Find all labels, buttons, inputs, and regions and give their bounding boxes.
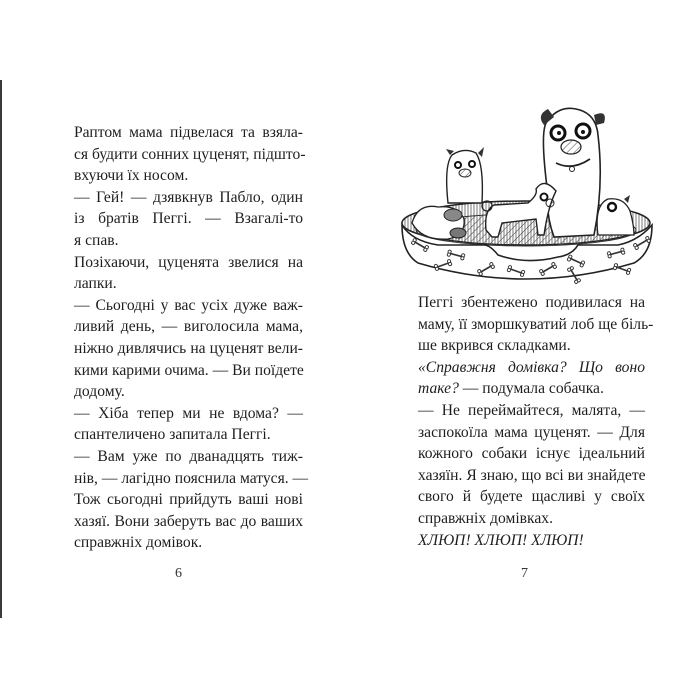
text-line: із братів Пеггі. — Взагалі-то [74, 210, 303, 228]
text-line: ніжно дивлячись на цуценят вели- [74, 339, 303, 357]
text-line: маму, її зморшкуватий лоб ще біль- [418, 315, 654, 333]
sound-effect-text: ХЛЮП! ХЛЮП! ХЛЮП! [418, 531, 584, 549]
paragraph [402, 292, 654, 357]
text-line: ше вкрився складками. [418, 337, 571, 355]
text-line: — Сьогодні у вас усіх дуже важ- [74, 296, 303, 314]
text-line: додому. [74, 383, 125, 401]
text-line: справжніх домівок. [74, 534, 203, 552]
text-line: хазяї. Вони заберуть вас до ваших [74, 512, 303, 530]
text-line: ся будити сонних цуценят, підшто- [74, 145, 306, 163]
text-line: справжніх домівках. [418, 509, 553, 527]
text-line: ливий день, — виголосила мама, [74, 318, 303, 336]
text-line: хазяїн. Я знаю, що всі ви знайдете [418, 466, 646, 484]
italic-thought: таке? [418, 380, 459, 398]
paragraph-thought [402, 357, 645, 400]
paragraph [58, 446, 309, 554]
page-number-right: 7 [521, 566, 528, 581]
text-line: — Гей! — дзявкнув Пабло, один [74, 188, 303, 206]
text-line: я спав. [74, 231, 119, 249]
text-line: заспокоїла мама цуценят. — Для [418, 423, 645, 441]
text-line: — Хіба тепер ми не вдома? — [74, 404, 303, 422]
text-line: нів, — лагідно пояснила матуся. — [74, 469, 309, 487]
left-page-text [58, 122, 309, 554]
text-line: кожного собаки існує ідеальний [418, 445, 645, 463]
text-line: свого й будете щасливі у своїх [418, 488, 645, 506]
text-line: Раптом мама підвелася та взяла- [74, 124, 303, 141]
italic-thought: «Справжня домівка? Що воно [418, 358, 645, 376]
text-line: кими карими очима. — Ви поїдете [74, 361, 304, 379]
page-edge-line [0, 80, 2, 618]
paragraph [58, 252, 303, 295]
page-number-left: 6 [175, 566, 182, 581]
paragraph [402, 400, 645, 530]
text-line: Позіхаючи, цуценята звелися на [74, 253, 303, 271]
text-line: спантеличено запитала Пеггі. [74, 426, 271, 444]
paragraph [58, 122, 306, 187]
text-line: — Не переймайтеся, малята, — [418, 401, 645, 419]
text-line: лапки. [74, 275, 117, 293]
text-line [402, 378, 645, 400]
paragraph [58, 187, 303, 252]
right-page-text [402, 292, 654, 551]
paragraph-sound [402, 530, 645, 552]
paragraph [58, 403, 303, 446]
text-line: — Вам уже по дванадцять тиж- [74, 447, 303, 465]
text-line: Тож сьогодні прийдуть ваші нові [74, 491, 303, 509]
text-line: Пеггі збентежено подивилася на [418, 294, 645, 311]
paragraph [58, 295, 303, 403]
narration: — подумала собачка. [458, 380, 604, 398]
text-line [402, 357, 645, 379]
text-line: вхуючи їх носом. [74, 167, 189, 185]
pug-family-illustration-icon [398, 95, 658, 290]
